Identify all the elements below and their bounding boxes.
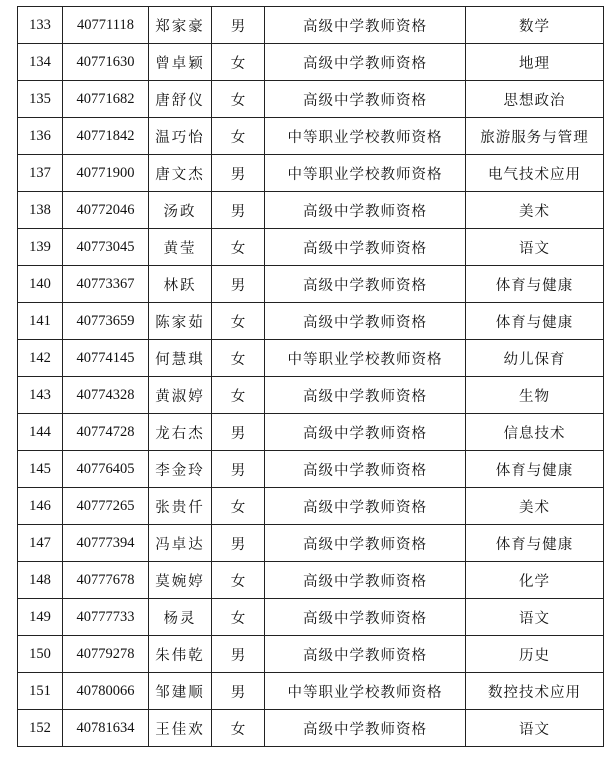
row-number-cell: 139 xyxy=(18,229,63,266)
roster-table-body xyxy=(18,7,604,747)
table-row xyxy=(18,7,604,44)
gender-cell: 女 xyxy=(212,340,265,377)
row-number-cell: 141 xyxy=(18,303,63,340)
row-number-cell: 142 xyxy=(18,340,63,377)
qualification-type-cell: 高级中学教师资格 xyxy=(265,229,466,266)
table-row xyxy=(18,229,604,266)
subject-cell: 体育与健康 xyxy=(466,266,604,303)
candidate-id-cell: 40773367 xyxy=(63,266,149,303)
candidate-name-cell: 王佳欢 xyxy=(149,710,212,747)
subject-cell: 美术 xyxy=(466,488,604,525)
table-row xyxy=(18,451,604,488)
candidate-name-cell: 黄淑婷 xyxy=(149,377,212,414)
qualification-type-cell: 高级中学教师资格 xyxy=(265,451,466,488)
row-number-cell: 148 xyxy=(18,562,63,599)
candidate-name-cell: 何慧琪 xyxy=(149,340,212,377)
gender-cell: 女 xyxy=(212,377,265,414)
gender-cell: 男 xyxy=(212,451,265,488)
candidate-id-cell: 40777678 xyxy=(63,562,149,599)
candidate-name-cell: 林跃 xyxy=(149,266,212,303)
table-row xyxy=(18,562,604,599)
candidate-id-cell: 40780066 xyxy=(63,673,149,710)
candidate-id-cell: 40772046 xyxy=(63,192,149,229)
gender-cell: 女 xyxy=(212,229,265,266)
table-row xyxy=(18,81,604,118)
subject-cell: 历史 xyxy=(466,636,604,673)
subject-cell: 化学 xyxy=(466,562,604,599)
table-row xyxy=(18,599,604,636)
candidate-name-cell: 陈家茹 xyxy=(149,303,212,340)
row-number-cell: 151 xyxy=(18,673,63,710)
candidate-name-cell: 杨灵 xyxy=(149,599,212,636)
table-row xyxy=(18,192,604,229)
qualification-type-cell: 高级中学教师资格 xyxy=(265,525,466,562)
row-number-cell: 133 xyxy=(18,7,63,44)
candidate-id-cell: 40774728 xyxy=(63,414,149,451)
qualification-type-cell: 高级中学教师资格 xyxy=(265,488,466,525)
gender-cell: 女 xyxy=(212,599,265,636)
table-row xyxy=(18,525,604,562)
candidate-name-cell: 冯卓达 xyxy=(149,525,212,562)
gender-cell: 男 xyxy=(212,155,265,192)
row-number-cell: 147 xyxy=(18,525,63,562)
row-number-cell: 143 xyxy=(18,377,63,414)
subject-cell: 旅游服务与管理 xyxy=(466,118,604,155)
row-number-cell: 145 xyxy=(18,451,63,488)
gender-cell: 男 xyxy=(212,266,265,303)
subject-cell: 地理 xyxy=(466,44,604,81)
qualification-type-cell: 高级中学教师资格 xyxy=(265,266,466,303)
candidate-id-cell: 40779278 xyxy=(63,636,149,673)
table-row xyxy=(18,155,604,192)
candidate-id-cell: 40774145 xyxy=(63,340,149,377)
subject-cell: 生物 xyxy=(466,377,604,414)
candidate-id-cell: 40771630 xyxy=(63,44,149,81)
subject-cell: 幼儿保育 xyxy=(466,340,604,377)
qualification-type-cell: 高级中学教师资格 xyxy=(265,414,466,451)
qualification-type-cell: 高级中学教师资格 xyxy=(265,192,466,229)
row-number-cell: 150 xyxy=(18,636,63,673)
qualification-type-cell: 高级中学教师资格 xyxy=(265,562,466,599)
qualification-type-cell: 高级中学教师资格 xyxy=(265,377,466,414)
table-row xyxy=(18,340,604,377)
candidate-name-cell: 曾卓颖 xyxy=(149,44,212,81)
table-row xyxy=(18,488,604,525)
gender-cell: 女 xyxy=(212,303,265,340)
row-number-cell: 135 xyxy=(18,81,63,118)
candidate-id-cell: 40771118 xyxy=(63,7,149,44)
subject-cell: 语文 xyxy=(466,599,604,636)
qualification-type-cell: 中等职业学校教师资格 xyxy=(265,340,466,377)
gender-cell: 男 xyxy=(212,636,265,673)
candidate-id-cell: 40774328 xyxy=(63,377,149,414)
table-row xyxy=(18,636,604,673)
candidate-name-cell: 龙右杰 xyxy=(149,414,212,451)
candidate-name-cell: 唐舒仪 xyxy=(149,81,212,118)
table-row xyxy=(18,266,604,303)
qualification-type-cell: 高级中学教师资格 xyxy=(265,303,466,340)
qualification-type-cell: 高级中学教师资格 xyxy=(265,7,466,44)
row-number-cell: 136 xyxy=(18,118,63,155)
row-number-cell: 138 xyxy=(18,192,63,229)
gender-cell: 女 xyxy=(212,44,265,81)
row-number-cell: 137 xyxy=(18,155,63,192)
qualification-type-cell: 高级中学教师资格 xyxy=(265,636,466,673)
gender-cell: 女 xyxy=(212,118,265,155)
gender-cell: 男 xyxy=(212,525,265,562)
row-number-cell: 146 xyxy=(18,488,63,525)
qualification-type-cell: 高级中学教师资格 xyxy=(265,599,466,636)
gender-cell: 女 xyxy=(212,562,265,599)
row-number-cell: 140 xyxy=(18,266,63,303)
subject-cell: 信息技术 xyxy=(466,414,604,451)
candidate-name-cell: 张贵仟 xyxy=(149,488,212,525)
roster-table xyxy=(17,6,604,747)
qualification-type-cell: 中等职业学校教师资格 xyxy=(265,673,466,710)
candidate-name-cell: 朱伟乾 xyxy=(149,636,212,673)
row-number-cell: 149 xyxy=(18,599,63,636)
subject-cell: 数控技术应用 xyxy=(466,673,604,710)
candidate-id-cell: 40777394 xyxy=(63,525,149,562)
table-row xyxy=(18,303,604,340)
table-row xyxy=(18,118,604,155)
table-row xyxy=(18,673,604,710)
candidate-id-cell: 40773659 xyxy=(63,303,149,340)
subject-cell: 体育与健康 xyxy=(466,451,604,488)
candidate-name-cell: 莫婉婷 xyxy=(149,562,212,599)
table-row xyxy=(18,44,604,81)
qualification-type-cell: 中等职业学校教师资格 xyxy=(265,118,466,155)
candidate-id-cell: 40781634 xyxy=(63,710,149,747)
candidate-id-cell: 40777733 xyxy=(63,599,149,636)
candidate-id-cell: 40773045 xyxy=(63,229,149,266)
candidate-name-cell: 温巧怡 xyxy=(149,118,212,155)
candidate-name-cell: 汤政 xyxy=(149,192,212,229)
qualification-type-cell: 高级中学教师资格 xyxy=(265,81,466,118)
candidate-name-cell: 李金玲 xyxy=(149,451,212,488)
subject-cell: 电气技术应用 xyxy=(466,155,604,192)
table-row xyxy=(18,710,604,747)
row-number-cell: 144 xyxy=(18,414,63,451)
subject-cell: 语文 xyxy=(466,229,604,266)
candidate-name-cell: 黄莹 xyxy=(149,229,212,266)
candidate-id-cell: 40776405 xyxy=(63,451,149,488)
candidate-id-cell: 40771842 xyxy=(63,118,149,155)
candidate-name-cell: 唐文杰 xyxy=(149,155,212,192)
candidate-id-cell: 40771682 xyxy=(63,81,149,118)
candidate-id-cell: 40777265 xyxy=(63,488,149,525)
subject-cell: 体育与健康 xyxy=(466,525,604,562)
subject-cell: 体育与健康 xyxy=(466,303,604,340)
table-row xyxy=(18,377,604,414)
subject-cell: 数学 xyxy=(466,7,604,44)
gender-cell: 男 xyxy=(212,673,265,710)
gender-cell: 男 xyxy=(212,192,265,229)
row-number-cell: 134 xyxy=(18,44,63,81)
gender-cell: 女 xyxy=(212,710,265,747)
qualification-type-cell: 中等职业学校教师资格 xyxy=(265,155,466,192)
subject-cell: 美术 xyxy=(466,192,604,229)
table-row xyxy=(18,414,604,451)
gender-cell: 男 xyxy=(212,414,265,451)
candidate-id-cell: 40771900 xyxy=(63,155,149,192)
row-number-cell: 152 xyxy=(18,710,63,747)
gender-cell: 女 xyxy=(212,488,265,525)
gender-cell: 男 xyxy=(212,7,265,44)
candidate-name-cell: 邹建顺 xyxy=(149,673,212,710)
subject-cell: 语文 xyxy=(466,710,604,747)
qualification-type-cell: 高级中学教师资格 xyxy=(265,710,466,747)
qualification-type-cell: 高级中学教师资格 xyxy=(265,44,466,81)
gender-cell: 女 xyxy=(212,81,265,118)
candidate-name-cell: 郑家豪 xyxy=(149,7,212,44)
subject-cell: 思想政治 xyxy=(466,81,604,118)
